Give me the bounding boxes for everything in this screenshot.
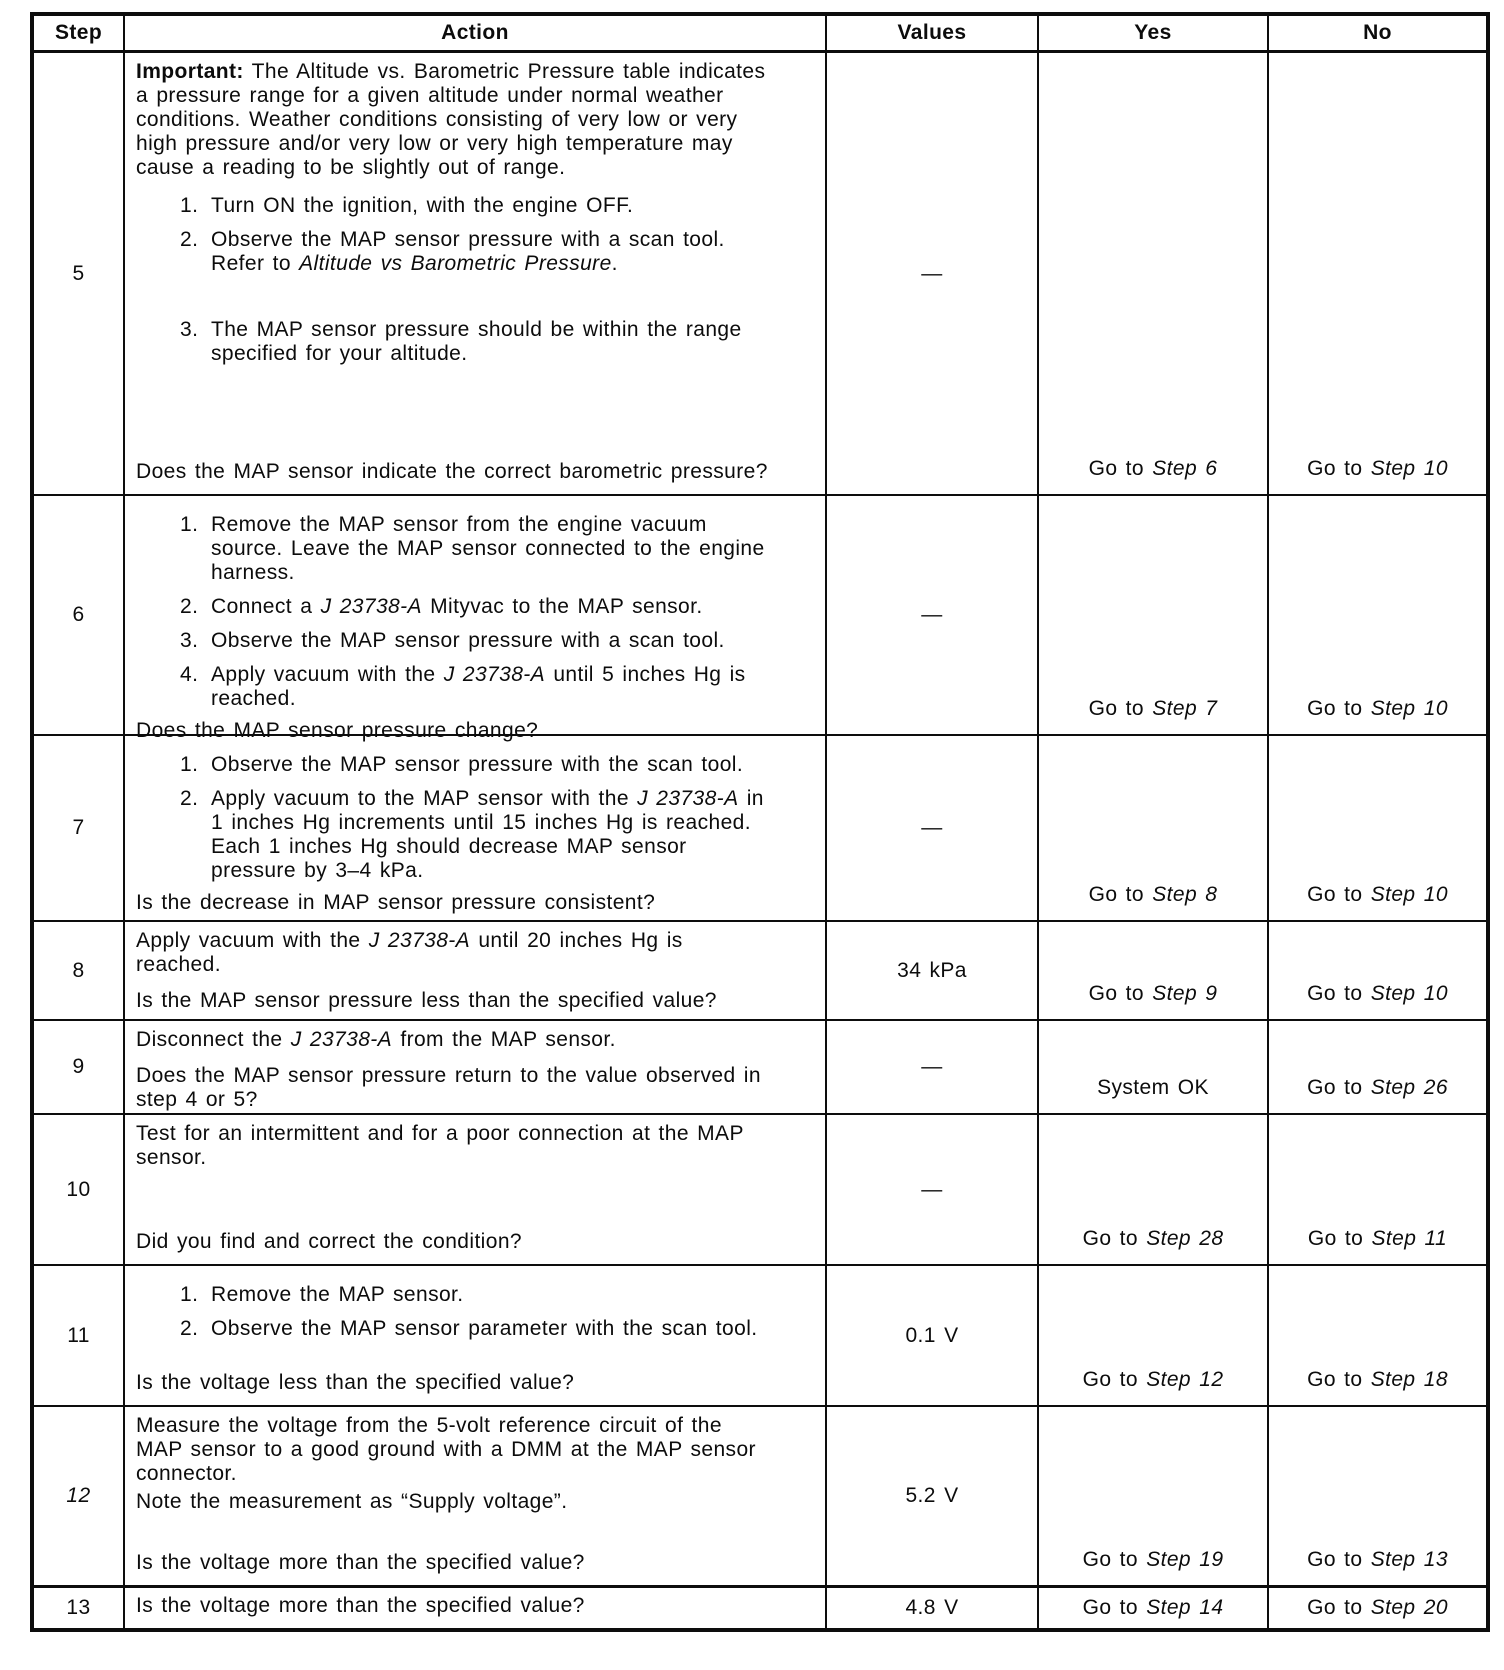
list-item-text	[211, 228, 773, 276]
step-cell	[32, 1587, 124, 1631]
action-list-item	[180, 318, 773, 366]
text-segment: until 20 inches Hg is reached.	[136, 929, 683, 976]
action-list-item	[180, 787, 773, 883]
action-content	[125, 1115, 825, 1264]
no-cell	[1268, 1587, 1488, 1631]
action-content	[125, 1407, 825, 1585]
text-segment: Step 10	[1370, 982, 1448, 1005]
text-segment: Observe the MAP sensor pressure with the scan tool.	[211, 753, 744, 776]
text-segment: Apply vacuum with the	[211, 663, 444, 686]
text-segment: Did you find and correct the condition?	[136, 1230, 522, 1253]
action-cell	[124, 52, 826, 496]
action-cell	[124, 1265, 826, 1406]
value-text: 4.8 V	[905, 1596, 959, 1619]
header-action: Action	[124, 14, 826, 52]
step-cell	[32, 495, 124, 735]
list-item-text	[211, 629, 773, 653]
value-text: —	[921, 1177, 943, 1201]
text-segment: Go to	[1307, 1076, 1371, 1099]
list-number: 3.	[180, 629, 199, 652]
action-content	[125, 736, 825, 920]
value-text: —	[921, 261, 943, 285]
step-number: 7	[72, 816, 85, 839]
action-paragraph	[136, 60, 773, 180]
text-segment: J 23738-A	[368, 929, 471, 952]
yes-text	[1039, 1076, 1267, 1113]
list-item-text	[211, 595, 773, 619]
values-cell	[826, 735, 1038, 921]
text-segment: The MAP sensor pressure should be within the range specified for your altitude.	[211, 318, 742, 365]
no-cell	[1268, 52, 1488, 496]
value-text: 34 kPa	[897, 958, 967, 982]
action-list-item	[180, 1317, 773, 1341]
action-question	[136, 981, 773, 1013]
table-row	[32, 52, 1488, 496]
no-text	[1269, 1227, 1486, 1264]
yes-text	[1039, 457, 1267, 494]
list-number: 2.	[180, 228, 199, 251]
action-question	[136, 1543, 773, 1575]
list-item-text	[211, 753, 773, 777]
header-row	[32, 14, 1488, 52]
value-text: —	[921, 1055, 943, 1078]
text-segment: J 23738-A	[637, 787, 739, 810]
text-segment: Step 10	[1370, 457, 1448, 480]
text-segment: Step 19	[1146, 1548, 1224, 1571]
text-segment: from the MAP sensor.	[392, 1028, 616, 1051]
values-cell	[826, 1020, 1038, 1114]
text-segment: Mityvac to the MAP sensor.	[421, 595, 703, 618]
step-number: 6	[72, 603, 85, 626]
text-segment: Step 6	[1152, 457, 1218, 480]
text-segment: Does the MAP sensor pressure change?	[136, 719, 539, 742]
text-segment: Go to	[1082, 1227, 1147, 1250]
action-list-item	[180, 194, 773, 218]
list-item-text	[211, 194, 773, 218]
text-segment: Step 10	[1370, 883, 1448, 906]
action-cell	[124, 495, 826, 742]
table-body	[32, 52, 1488, 1631]
text-segment: J 23738-A	[443, 663, 546, 686]
action-list-item	[180, 228, 773, 276]
no-text	[1269, 697, 1486, 734]
text-segment: Go to	[1307, 883, 1371, 906]
table-row	[32, 1265, 1488, 1406]
action-cell	[124, 921, 826, 1020]
text-segment: Go to	[1307, 1227, 1372, 1250]
step-number: 9	[72, 1055, 85, 1078]
action-question	[136, 452, 773, 484]
action-list-item	[180, 513, 773, 585]
header-yes: Yes	[1038, 14, 1268, 52]
action-question	[136, 1363, 773, 1395]
no-cell	[1268, 1114, 1488, 1265]
text-segment: Step 10	[1370, 697, 1448, 720]
step-number: 10	[66, 1177, 91, 1201]
table-row	[32, 735, 1488, 921]
no-text	[1269, 1368, 1486, 1405]
values-cell	[826, 52, 1038, 496]
text-segment: The Altitude vs. Barometric Pressure table indicates a pressure range for a given altitude under normal weather conditions. Weather conditions consisting of very low or very high pressure and/or very low or very high temperature may cause a reading to be slightly out of range.	[136, 60, 766, 179]
text-segment: Go to	[1307, 982, 1371, 1005]
text-segment: Is the voltage more than the specified value?	[136, 1551, 585, 1574]
action-content	[125, 53, 825, 494]
list-number: 2.	[180, 1317, 199, 1340]
table-row	[32, 495, 1488, 735]
list-number: 2.	[180, 595, 199, 618]
text-segment: Does the MAP sensor indicate the correct barometric pressure?	[136, 460, 768, 483]
yes-cell	[1038, 1020, 1268, 1114]
list-number: 1.	[180, 753, 199, 776]
text-segment: Observe the MAP sensor pressure with a scan tool.	[211, 629, 725, 652]
action-content	[125, 496, 825, 742]
yes-text	[1039, 883, 1267, 920]
no-text	[1269, 982, 1486, 1019]
list-number: 1.	[180, 1283, 199, 1306]
text-segment: until 5 inches Hg is reached.	[211, 663, 746, 710]
no-text	[1269, 883, 1486, 920]
action-content	[125, 1266, 825, 1405]
step-number: 5	[72, 261, 85, 285]
text-segment: Is the voltage more than the specified value?	[136, 1594, 585, 1617]
yes-cell	[1038, 921, 1268, 1020]
action-list-item	[180, 753, 773, 777]
text-segment: in 1 inches Hg increments until 15 inches Hg is reached. Each 1 inches Hg should decrease MAP sensor pressure by 3–4 kPa.	[211, 787, 764, 882]
text-segment: System OK	[1097, 1076, 1209, 1099]
step-cell	[32, 1406, 124, 1587]
text-segment: Disconnect the	[136, 1028, 291, 1051]
list-number: 4.	[180, 663, 199, 686]
value-text: 5.2 V	[905, 1484, 959, 1507]
step-cell	[32, 921, 124, 1020]
step-cell	[32, 1265, 124, 1406]
step-cell	[32, 52, 124, 496]
action-content	[125, 1588, 825, 1628]
step-cell	[32, 1114, 124, 1265]
text-segment: Go to	[1088, 697, 1153, 720]
text-segment: Is the voltage less than the specified value?	[136, 1371, 575, 1394]
table-row	[32, 1114, 1488, 1265]
text-segment: Altitude vs Barometric Pressure	[299, 252, 612, 275]
table-row	[32, 921, 1488, 1020]
header-values: Values	[826, 14, 1038, 52]
yes-text	[1039, 1227, 1267, 1264]
yes-cell	[1038, 735, 1268, 921]
action-paragraph	[136, 1414, 773, 1486]
action-cell	[124, 1020, 826, 1114]
text-segment: Go to	[1082, 1548, 1147, 1571]
value-text: —	[921, 816, 943, 839]
list-item-text	[211, 513, 773, 585]
no-cell	[1268, 921, 1488, 1020]
text-segment: Step 12	[1146, 1368, 1224, 1391]
header-step: Step	[32, 14, 124, 52]
text-segment: Go to	[1082, 1596, 1147, 1619]
text-segment: Remove the MAP sensor from the engine vacuum source. Leave the MAP sensor connected to the engine harness.	[211, 513, 765, 584]
action-cell	[124, 1587, 826, 1631]
text-segment: Apply vacuum with the	[136, 929, 369, 952]
list-number: 1.	[180, 513, 199, 536]
text-segment: Go to	[1307, 457, 1371, 480]
text-segment: Turn ON the ignition, with the engine OFF.	[211, 194, 634, 217]
text-segment: Is the decrease in MAP sensor pressure consistent?	[136, 891, 656, 914]
text-segment: Go to	[1307, 1368, 1371, 1391]
action-paragraph	[136, 1122, 773, 1170]
yes-cell	[1038, 1406, 1268, 1587]
text-segment: .	[611, 252, 618, 275]
yes-text	[1039, 1548, 1267, 1585]
list-number: 2.	[180, 787, 199, 810]
yes-cell	[1038, 495, 1268, 735]
no-text	[1269, 1076, 1486, 1113]
step-number: 13	[66, 1596, 91, 1619]
text-segment: Step 14	[1146, 1596, 1224, 1619]
text-segment: Remove the MAP sensor.	[211, 1283, 464, 1306]
list-item-text	[211, 318, 773, 366]
yes-cell	[1038, 1265, 1268, 1406]
yes-cell	[1038, 1114, 1268, 1265]
action-paragraph	[136, 929, 773, 977]
list-number: 1.	[180, 194, 199, 217]
yes-text	[1039, 1368, 1267, 1405]
step-number: 8	[72, 958, 85, 982]
no-cell	[1268, 1020, 1488, 1114]
text-segment: Go to	[1082, 1368, 1147, 1391]
values-cell	[826, 1265, 1038, 1406]
action-question	[136, 883, 773, 915]
text-segment: Go to	[1088, 883, 1153, 906]
text-segment: J 23738-A	[320, 595, 422, 618]
no-cell	[1268, 735, 1488, 921]
action-list-item	[180, 1283, 773, 1307]
values-cell	[826, 495, 1038, 735]
text-segment: J 23738-A	[290, 1028, 393, 1051]
list-item-text	[211, 1283, 773, 1307]
diagnostic-table	[30, 12, 1490, 1632]
text-segment: Step 26	[1370, 1076, 1448, 1099]
values-cell	[826, 1114, 1038, 1265]
text-segment: Step 20	[1370, 1596, 1448, 1619]
text-segment: Connect a	[211, 595, 321, 618]
table-row	[32, 1406, 1488, 1587]
action-cell	[124, 1406, 826, 1587]
text-segment: Is the MAP sensor pressure less than the specified value?	[136, 989, 717, 1012]
text-segment: Note the measurement as “Supply voltage”.	[136, 1490, 568, 1513]
no-cell	[1268, 495, 1488, 735]
action-content	[125, 1021, 825, 1113]
yes-cell	[1038, 52, 1268, 496]
text-segment: Go to	[1088, 982, 1153, 1005]
list-item-text	[211, 787, 773, 883]
text-segment: Test for an intermittent and for a poor connection at the MAP sensor.	[136, 1122, 744, 1169]
value-text: —	[921, 603, 943, 626]
step-cell	[32, 735, 124, 921]
text-segment: Observe the MAP sensor pressure with a scan tool. Refer to	[211, 228, 725, 275]
text-segment: Go to	[1307, 697, 1371, 720]
text-segment: Step 7	[1152, 697, 1218, 720]
text-segment: Step 9	[1152, 982, 1218, 1005]
action-paragraph	[136, 1490, 773, 1514]
yes-text	[1039, 982, 1267, 1019]
list-item-text	[211, 1317, 773, 1341]
text-segment: Measure the voltage from the 5-volt reference circuit of the MAP sensor to a good ground with a DMM at the MAP sensor connector.	[136, 1414, 756, 1485]
text-segment: Go to	[1307, 1548, 1371, 1571]
action-paragraph	[136, 1028, 773, 1052]
value-text: 0.1 V	[905, 1323, 959, 1347]
action-list-item	[180, 663, 773, 711]
yes-text	[1039, 1596, 1267, 1620]
step-cell	[32, 1020, 124, 1114]
values-cell	[826, 1406, 1038, 1587]
action-question	[136, 711, 773, 743]
text-segment: Step 13	[1370, 1548, 1448, 1571]
yes-cell	[1038, 1587, 1268, 1631]
text-segment: Go to	[1307, 1596, 1371, 1619]
action-list-item	[180, 629, 773, 653]
table-row	[32, 1020, 1488, 1114]
header-no: No	[1268, 14, 1488, 52]
values-cell	[826, 1587, 1038, 1631]
step-number: 12	[66, 1484, 91, 1507]
action-question	[136, 1222, 773, 1254]
text-segment: Go to	[1088, 457, 1153, 480]
no-text	[1269, 457, 1486, 494]
values-cell	[826, 921, 1038, 1020]
action-question	[136, 1056, 773, 1112]
text-segment: Step 8	[1152, 883, 1218, 906]
action-cell	[124, 1114, 826, 1265]
action-question	[136, 1594, 773, 1618]
yes-text	[1039, 697, 1267, 734]
action-content	[125, 922, 825, 1019]
text-segment: Important:	[136, 60, 244, 83]
text-segment: Step 28	[1146, 1227, 1224, 1250]
action-list-item	[180, 595, 773, 619]
list-item-text	[211, 663, 773, 711]
no-cell	[1268, 1265, 1488, 1406]
step-number: 11	[67, 1323, 90, 1347]
text-segment: Apply vacuum to the MAP sensor with the	[211, 787, 638, 810]
text-segment: Observe the MAP sensor parameter with the scan tool.	[211, 1317, 758, 1340]
action-cell	[124, 735, 826, 921]
text-segment: Step 11	[1371, 1227, 1448, 1250]
no-text	[1269, 1596, 1486, 1620]
no-text	[1269, 1548, 1486, 1585]
text-segment: Step 18	[1370, 1368, 1448, 1391]
list-number: 3.	[180, 318, 199, 341]
text-segment: Does the MAP sensor pressure return to the value observed in step 4 or 5?	[136, 1064, 761, 1111]
table-row	[32, 1587, 1488, 1631]
no-cell	[1268, 1406, 1488, 1587]
